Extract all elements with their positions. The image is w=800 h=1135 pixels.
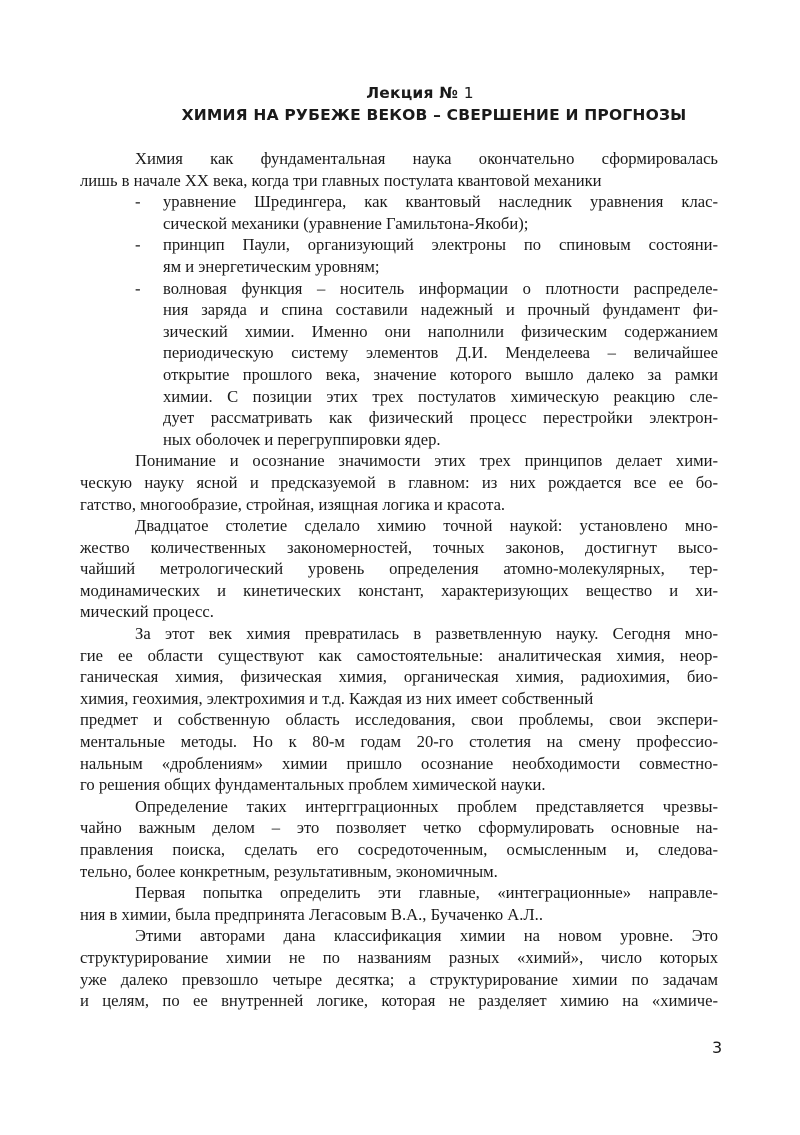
text-line [80,947,718,969]
line-text: За этот век химия превратилась в разветвленную науку. Сегодня мно- [135,624,718,644]
bullet-marker: - [135,278,141,298]
text-line [80,774,718,796]
text-line [80,472,718,494]
line-text: го решения общих фундаментальных проблем химической науки. [80,775,546,795]
text-line [80,645,718,667]
lecture-number: 1 [463,84,474,102]
line-text: гие ее области существуют как самостоятельные: аналитическая химия, неор- [80,645,718,665]
line-text: дует рассматривать как физический процесс перестройки электрон- [163,408,718,428]
line-text: волновая функция – носитель информации о плотности распределе- [163,278,718,298]
bullet-marker: - [135,192,141,212]
page-number: 3 [712,1038,723,1057]
line-text: лишь в начале XX века, когда три главных постулата квантовой механики [80,170,602,190]
line-text: Химия как фундаментальная наука окончательно сформировалась [135,149,718,168]
text-line [80,861,718,883]
line-text: чайно важным делом – это позволяет четко сформулировать основные на- [80,818,718,838]
text-line [80,969,718,991]
line-text: и целям, по ее внутренней логике, которая не разделяет химию на «химиче- [80,991,718,1011]
text-line [80,494,718,516]
line-text: Первая попытка определить эти главные, «интеграционные» направле- [135,883,718,903]
line-text: ям и энергетическим уровням; [163,256,380,276]
line-text: ния в химии, была предпринята Легасовым В.А., Бучаченко А.Л.. [80,904,543,924]
line-text: зический химии. Именно они наполнили физическим содержанием [163,321,718,341]
text-line [80,709,718,731]
text-line [80,364,718,386]
line-text: ных оболочек и перегруппировки ядер. [163,429,441,449]
lecture-title: ХИМИЯ НА РУБЕЖЕ ВЕКОВ – СВЕРШЕНИЕ И ПРОГНОЗЫ [181,106,687,124]
line-text: правления поиска, сделать его сосредоточенным, осмысленным и, следова- [80,840,718,859]
text-line [80,904,718,926]
bullet-marker: - [135,235,141,255]
text-line [80,839,718,861]
text-line [80,666,718,688]
line-text: открытие прошлого века, значение которого вышло далеко за рамки [163,364,718,384]
text-line [80,580,718,602]
text-line [80,601,718,623]
line-text: ментальные методы. Но к 80-м годам 20-го столетия на смену профессио- [80,732,718,752]
text-line [80,234,718,256]
line-text: химия, геохимия, электрохимия и т.д. Каждая из них имеет собственный [80,688,594,708]
line-text: нальным «дроблениям» химии пришло осознание необходимости совместно- [80,753,718,773]
text-line [80,256,718,278]
line-text: ганическая химия, физическая химия, органическая химия, радиохимия, био- [80,667,718,687]
line-text: гатство, многообразие, стройная, изящная логика и красота. [80,494,506,514]
line-text: предмет и собственную область исследования, свои проблемы, свои экспери- [80,710,718,730]
text-line [80,386,718,408]
text-line [80,148,718,170]
text-line [80,278,718,300]
text-line [80,429,718,451]
text-line [80,450,718,472]
text-line [80,407,718,429]
text-line [80,170,718,192]
line-text: Этими авторами дана классификация химии на новом уровне. Это [135,926,718,946]
text-line [80,537,718,559]
line-text: уже далеко превзошло четыре десятка; а структурирование химии по задачам [80,969,718,989]
line-text: Определение таких интергграционных проблем представляется чрезвы- [135,796,718,816]
line-text: модинамических и кинетических констант, характеризующих вещество и хи- [80,580,718,600]
line-text: уравнение Шредингера, как квантовый наследник уравнения клас- [163,192,718,212]
text-line [80,817,718,839]
text-line [80,558,718,580]
text-line [80,191,718,213]
line-text: сической механики (уравнение Гамильтона-Якоби); [163,213,529,233]
line-text: тельно, более конкретным, результативным, экономичным. [80,861,498,881]
lecture-label: Лекция № [366,84,459,102]
body-text [80,148,718,1012]
line-text: жество количественных закономерностей, точных законов, достигнут высо- [80,537,718,557]
text-line [80,882,718,904]
text-line [80,990,718,1012]
line-text: Понимание и осознание значимости этих трех принципов делает хими- [135,451,718,471]
text-line [80,753,718,775]
line-text: мический процесс. [80,602,214,622]
line-text: Двадцатое столетие сделало химию точной наукой: установлено мно- [135,516,718,536]
line-text: чайший метрологический уровень определения атомно-молекулярных, тер- [80,559,718,579]
line-text: химии. С позиции этих трех постулатов химическую реакцию сле- [163,386,718,406]
text-line [80,321,718,343]
text-line [80,688,718,710]
line-text: ния заряда и спина составили надежный и прочный фундамент фи- [163,300,718,320]
text-line [80,925,718,947]
text-line [80,731,718,753]
line-text: периодическую систему элементов Д.И. Менделеева – величайшее [163,343,718,363]
text-line [80,299,718,321]
lecture-heading [20,84,800,102]
text-line [80,796,718,818]
line-text: ческую науку ясной и предсказуемой в главном: из них рождается все ее бо- [80,472,718,492]
text-line [80,342,718,364]
text-line [80,213,718,235]
line-text: структурирование химии не по названиям разных «химий», число которых [80,947,718,967]
text-line [80,515,718,537]
line-text: принцип Паули, организующий электроны по спиновым состояни- [163,235,718,255]
text-line [80,623,718,645]
